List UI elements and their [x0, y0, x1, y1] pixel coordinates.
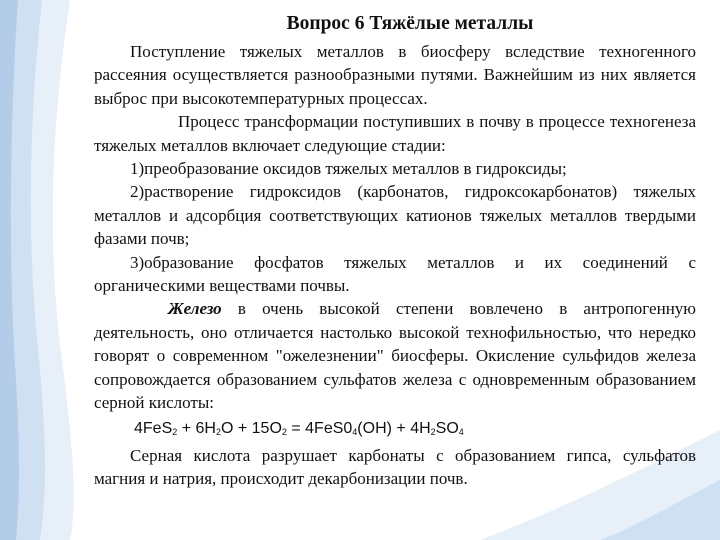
list-item-stage-2: 2)растворение гидроксидов (карбонатов, гидроксокарбонатов) тяжелых металлов и адсорбция соответствующих катионов тяжелых металлов твердыми фазами почв;	[94, 182, 696, 249]
slide-content	[94, 12, 696, 490]
list-item-stage-3: 3)образование фосфатов тяжелых металлов и их соединений с органическими веществами почвы.	[94, 252, 696, 296]
paragraph-intro: Поступление тяжелых металлов в биосферу вследствие техногенного рассеяния осуществляется разнообразными путями. Важнейшим из них является выброс при высокотемпературных процессах.	[94, 42, 696, 108]
list-item-stage-1: 1)преобразование оксидов тяжелых металлов в гидроксиды;	[130, 159, 567, 179]
paragraph-transformation: Процесс трансформации поступивших в почву в процессе техногенеза тяжелых металлов включает следующие стадии:	[94, 112, 696, 155]
paragraph-iron-text: в очень высокой степени вовлечено в антропогенную деятельность, оно отличается настолько высокой технофильностью, что нередко говорят о современном "ожелезнении" биосферы. Окисление сульфидов железа сопровождается образованием сульфатов железа с одновременным образованием серной кислоты:	[94, 299, 696, 413]
paragraph-sulfuric-acid: Серная кислота разрушает карбонаты с образованием гипса, сульфатов магния и натрия, происходит декарбонизации почв.	[94, 445, 696, 488]
slide-title: Вопрос 6 Тяжёлые металлы	[286, 13, 534, 34]
paragraph-iron	[94, 297, 696, 414]
chemical-equation: $4FeS_2 + 6H_2O + 15O_2 = 4FeS0_4(OH) + 4H_2SO_4$	[134, 419, 464, 437]
term-iron: Железо	[168, 299, 222, 319]
